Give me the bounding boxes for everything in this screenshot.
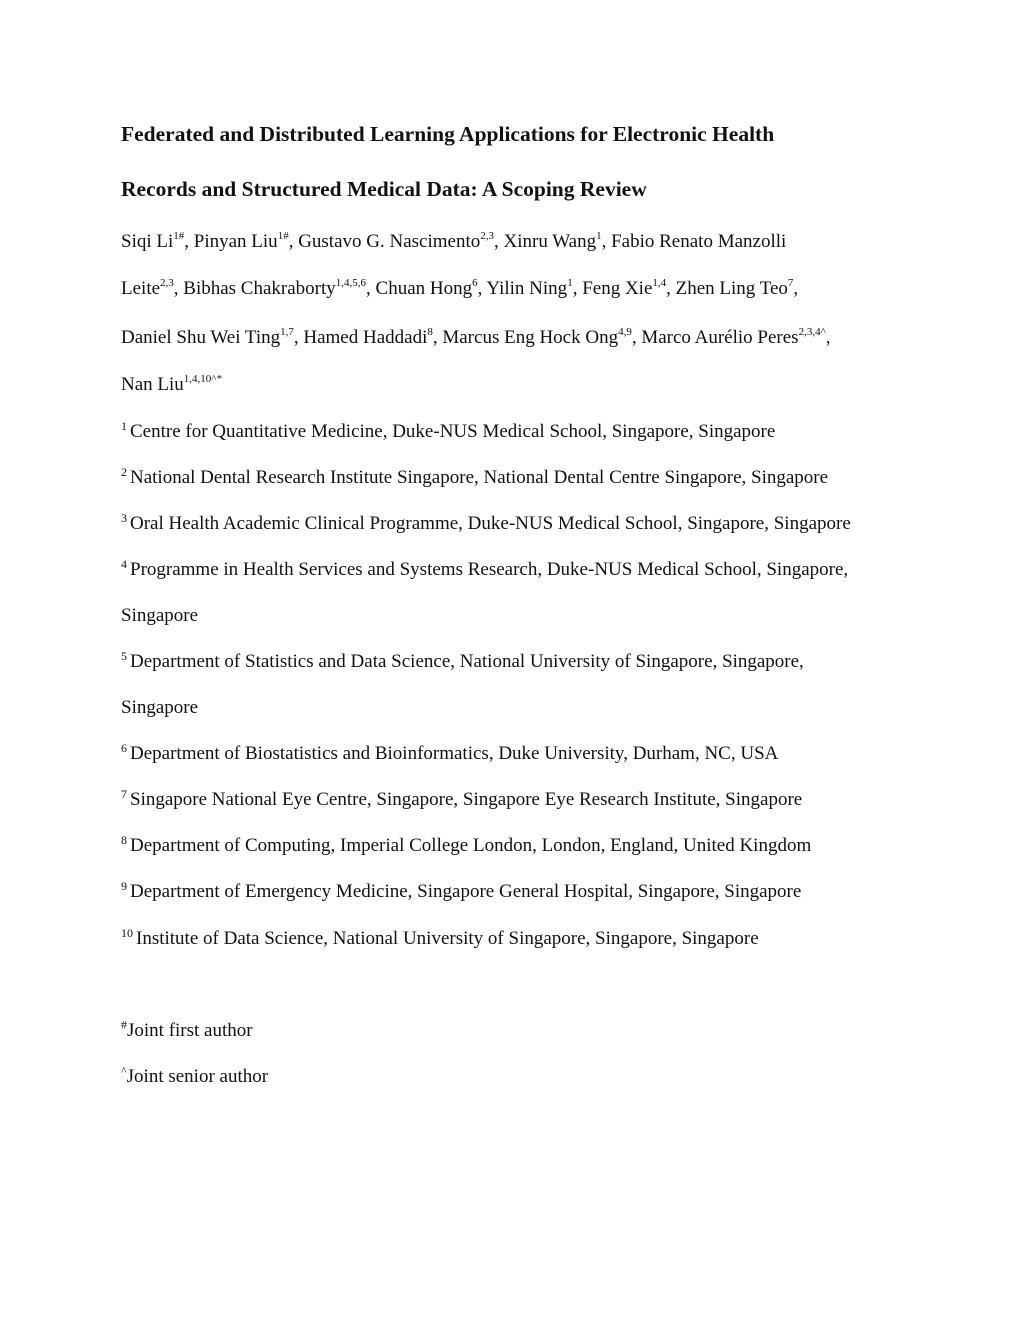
author-affiliation-marker: 2,3 bbox=[160, 276, 174, 289]
affiliation-4-continued: Singapore bbox=[121, 605, 199, 626]
affiliation-6 bbox=[121, 742, 778, 766]
author-affiliation-marker: 1,4 bbox=[652, 276, 667, 289]
author-affiliation-marker: 1,7 bbox=[280, 325, 294, 338]
author-name: Bibhas Chakraborty bbox=[183, 278, 336, 299]
affiliation-3 bbox=[121, 512, 851, 536]
author-line-1: Siqi $Li^{1\#}$, Pinyan Liu$^{1\#}$, Gustavo G. Nascimento$^{2,3}$, Xinru Wang$^1$, Fabio Renato Manzolli bbox=[121, 229, 787, 252]
affiliation-text: Department of Emergency Medicine, Singapore General Hospital, Singapore, Singapore bbox=[130, 881, 802, 902]
author-name: Siqi Li bbox=[121, 231, 174, 252]
affiliation-text: Programme in Health Services and Systems Research, Duke-NUS Medical School, Singapore, bbox=[130, 559, 849, 580]
affiliation-text: Department of Biostatistics and Bioinformatics, Duke University, Durham, NC, USA bbox=[130, 743, 779, 764]
affiliation-1 bbox=[121, 420, 775, 444]
author-line-3: Daniel Shu Wei Ting$^{1,7}$, Hamed Haddadi$^8$, Marcus Eng Hock Ong$^{4,9}$, Marco Aurélio Peres$^{2,3,4\^{}}$, bbox=[121, 325, 831, 348]
affiliation-number: 5 bbox=[121, 648, 127, 663]
affiliation-number: 8 bbox=[121, 832, 127, 847]
affiliation-10 bbox=[121, 927, 759, 951]
affiliation-number: 3 bbox=[121, 510, 127, 525]
affiliation-number: 9 bbox=[121, 878, 127, 893]
affiliation-text: Singapore National Eye Centre, Singapore, Singapore Eye Research Institute, Singapore bbox=[130, 789, 803, 810]
author-affiliation-marker: 8 bbox=[427, 325, 433, 338]
author-name: Gustavo G. Nascimento bbox=[298, 231, 481, 252]
note-text: Joint senior author bbox=[126, 1066, 269, 1087]
affiliation-7 bbox=[121, 788, 802, 812]
author-name: Fabio Renato Manzolli bbox=[611, 231, 787, 252]
author-line-2: Leite$^{2,3}$, Bibhas Chakraborty$^{1,4,5,6}$, Chuan Hong$^6$, Yilin Ning$^1$, Feng Xie$^{1,4}$, Zhen Ling Teo$^7$, bbox=[121, 276, 799, 299]
author-affiliation-marker: 2,3 bbox=[480, 229, 494, 242]
title-line-1: Federated and Distributed Learning Applications for Electronic Health bbox=[121, 122, 775, 146]
author-affiliation-marker: 1,4,5,6 bbox=[335, 276, 367, 289]
author-affiliation-marker: 1# bbox=[277, 229, 289, 242]
author-affiliation-marker: 1 bbox=[596, 229, 602, 242]
affiliation-text: Institute of Data Science, National University of Singapore, Singapore, Singapore bbox=[136, 928, 759, 949]
affiliation-text: Centre for Quantitative Medicine, Duke-NUS Medical School, Singapore, Singapore bbox=[130, 421, 776, 442]
note-symbol: ^ bbox=[121, 1063, 127, 1078]
affiliation-9 bbox=[121, 880, 801, 904]
author-line-4 bbox=[121, 373, 222, 397]
title-line-2: Records and Structured Medical Data: A Scoping Review bbox=[121, 177, 647, 201]
affiliation-text: National Dental Research Institute Singapore, National Dental Centre Singapore, Singapore bbox=[130, 467, 829, 488]
note-symbol: # bbox=[121, 1017, 127, 1032]
author-name: Pinyan Liu bbox=[193, 231, 278, 252]
author-name: Zhen Ling Teo bbox=[675, 278, 788, 299]
affiliation-4 bbox=[121, 558, 848, 582]
affiliation-number: 1 bbox=[121, 418, 127, 433]
affiliation-number: 7 bbox=[121, 786, 127, 801]
author-name: Marcus Eng Hock Ong bbox=[442, 327, 619, 348]
author-name: Chuan Hong bbox=[375, 278, 473, 299]
author-name: Xinru Wang bbox=[503, 231, 597, 252]
author-name: Hamed Haddadi bbox=[303, 327, 428, 348]
author-name: Marco Aurélio Peres bbox=[641, 327, 799, 348]
author-name: Daniel Shu Wei Ting bbox=[121, 327, 281, 348]
note-text: Joint first author bbox=[127, 1020, 253, 1041]
affiliation-number: 4 bbox=[121, 556, 127, 571]
affiliation-text: Department of Computing, Imperial College London, London, England, United Kingdom bbox=[130, 835, 812, 856]
author-affiliation-marker: 7 bbox=[787, 276, 794, 289]
affiliation-text: Oral Health Academic Clinical Programme, Duke-NUS Medical School, Singapore, Singapore bbox=[130, 513, 851, 534]
author-affiliation-marker: 1,4,10^* bbox=[183, 372, 222, 385]
author-name: Yilin Ning bbox=[486, 278, 568, 299]
affiliation-number: 10 bbox=[121, 925, 133, 940]
affiliation-5-continued: Singapore bbox=[121, 697, 199, 718]
author-affiliation-marker: 6 bbox=[472, 276, 478, 289]
affiliation-2 bbox=[121, 466, 828, 490]
author-affiliation-marker: 2,3,4^ bbox=[798, 325, 826, 338]
note-joint-senior bbox=[121, 1065, 268, 1089]
author-affiliation-marker: 1# bbox=[173, 229, 185, 242]
affiliation-number: 2 bbox=[121, 464, 127, 479]
author-name: Nan Liu bbox=[121, 374, 184, 395]
affiliation-text: Department of Statistics and Data Science, National University of Singapore, Singapore, bbox=[130, 651, 804, 672]
affiliation-8 bbox=[121, 834, 811, 858]
author-name: Feng Xie bbox=[582, 278, 653, 299]
author-affiliation-marker: 4,9 bbox=[618, 325, 632, 338]
author-name: Leite bbox=[121, 278, 161, 299]
affiliation-number: 6 bbox=[121, 740, 127, 755]
note-joint-first bbox=[121, 1019, 253, 1043]
author-affiliation-marker: 1 bbox=[567, 276, 573, 289]
affiliation-5 bbox=[121, 650, 804, 674]
